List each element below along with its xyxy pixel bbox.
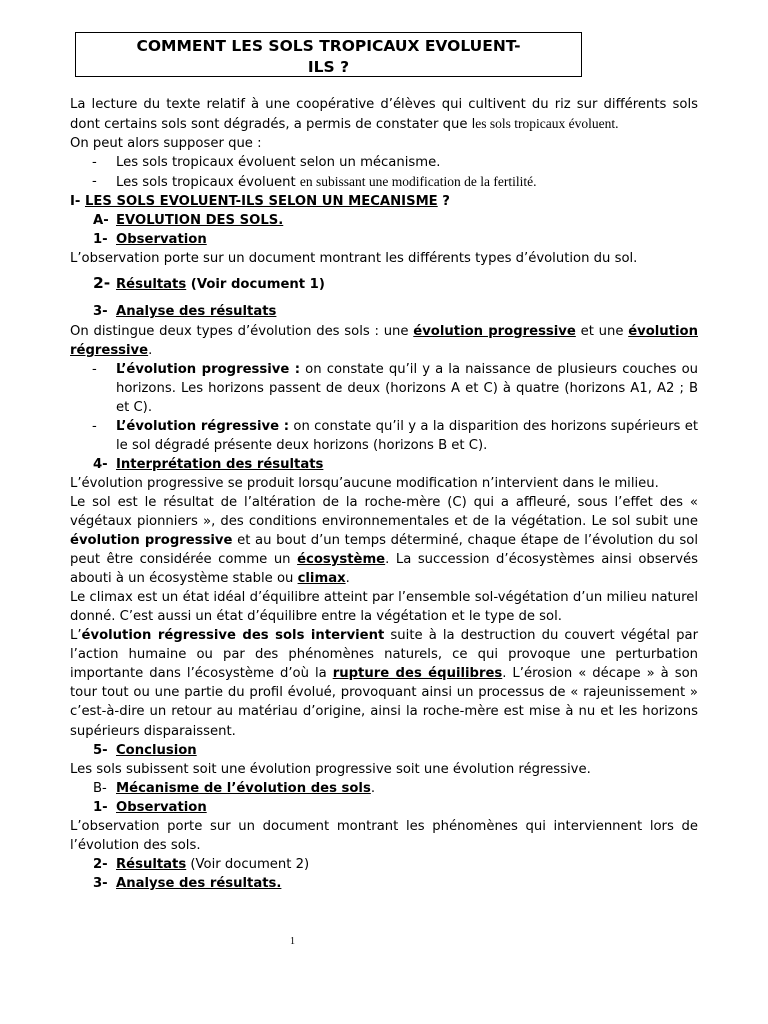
a4-p2-c: et au bout d’un temps déterminé, chaque étape de l’évolution du sol peut être considérée comme un xyxy=(70,533,698,568)
a2-title: Résultats xyxy=(116,277,187,293)
b3-number: 3- xyxy=(93,875,108,891)
a3-term-regressive: évolution régressive xyxy=(70,323,698,358)
a4-p4-a: L’ xyxy=(70,628,82,644)
a5-text: Les sols subissent soit une évolution progressive soit une évolution régressive. xyxy=(70,761,591,777)
intro-text: La lecture du texte relatif à une coopérative d’élèves qui cultivent du riz sur différents sols dont certains sols sont dégradés, a permis de constater que l xyxy=(70,97,698,133)
a4-p2-term-ecosysteme: écosystème xyxy=(297,552,386,568)
section-b-heading xyxy=(70,779,698,798)
a3-bullet-1-label: L’évolution progressive : xyxy=(116,361,301,377)
a3-bullet-2 xyxy=(70,417,698,455)
a4-p4-term-rupture: rupture des équilibres xyxy=(332,666,503,682)
a5-heading xyxy=(70,741,698,760)
a3-bullet-2-label: L’évolution régressive : xyxy=(116,418,290,434)
a5-title: Conclusion xyxy=(116,742,197,758)
b2-number: 2- xyxy=(93,856,108,872)
hypothesis-lead: On peut alors supposer que : xyxy=(70,136,262,152)
section-a-title: EVOLUTION DES SOLS. xyxy=(116,213,284,229)
hypothesis-2-text: Les sols tropicaux évoluent xyxy=(116,175,300,191)
a4-p4-c: suite à la destruction du couvert végétal par l’action humaine ou par des phénomènes naturels, ce qui provoque une perturbation importante dans l’écosystème d’où la xyxy=(70,628,699,682)
section-b-end: . xyxy=(370,780,376,796)
b2-heading xyxy=(70,855,698,874)
a3-text-e: . xyxy=(148,342,153,358)
b1-text: L’observation porte sur un document montrant les phénomènes qui interviennent lors de l’évolution des sols. xyxy=(70,818,698,853)
a4-paragraph-1: L’évolution progressive se produit lorsqu’aucune modification n’intervient dans le milieu. xyxy=(70,475,659,491)
hypothesis-2 xyxy=(70,172,698,192)
part-1-heading xyxy=(70,192,698,211)
title-box xyxy=(75,32,582,77)
a4-paragraph-2 xyxy=(70,493,698,588)
section-a-number: A- xyxy=(93,213,109,229)
a4-p2-term-climax: climax xyxy=(297,571,346,587)
section-a-heading xyxy=(70,211,698,230)
a3-number: 3- xyxy=(93,304,108,320)
a4-number: 4- xyxy=(93,456,108,472)
a4-title: Interprétation des résultats xyxy=(116,456,324,472)
a1-heading xyxy=(70,230,698,249)
section-b-title: Mécanisme de l’évolution des sols xyxy=(116,780,371,796)
b3-heading xyxy=(70,874,698,893)
a4-paragraph-4 xyxy=(70,626,698,740)
a4-paragraph-3: Le climax est un état idéal d’équilibre atteint par l’ensemble sol-végétation d’un milieu naturel donné. C’est aussi un état d’équilibre entre la végétation et le type de sol. xyxy=(70,590,698,625)
title-line-2: ILS ? xyxy=(307,58,350,76)
b2-rest: (Voir document 2) xyxy=(186,856,310,872)
a3-bullet-1-text: on constate qu’il y a la naissance de plusieurs couches ou horizons. Les horizons passent de deux (horizons A et C) à quatre (horizons A1, A2 ; B et C). xyxy=(116,361,699,415)
a4-p4-e: . L’érosion « décape » à son tour tout ou une partie du profil évolué, provoquant ainsi un processus de « rajeunissement » c’est-à-dire un retour au matériau d’origine, ainsi la roche-mère est mise à nu et les horizons supérieurs disparaissent. xyxy=(70,666,698,739)
a3-paragraph xyxy=(70,322,698,360)
section-b-number: B- xyxy=(93,780,107,796)
part-1-end: ? xyxy=(437,194,450,210)
a3-heading xyxy=(70,302,698,321)
part-1-number: I- xyxy=(70,194,81,210)
part-1-title: LES SOLS EVOLUENT-ILS SELON UN MECANISME xyxy=(84,194,438,210)
a1-number: 1- xyxy=(93,232,108,248)
a4-p4-term-regressive: évolution régressive des sols intervient xyxy=(81,628,385,644)
a3-title: Analyse des résultats xyxy=(116,304,277,320)
a3-bullet-2-text: on constate qu’il y a la disparition des horizons supérieurs et le sol dégradé présente deux horizons (horizons B et C). xyxy=(116,418,698,453)
a4-heading xyxy=(70,455,698,474)
page-number: 1 xyxy=(290,936,295,947)
a4-p2-term-progressive: évolution progressive xyxy=(70,533,233,549)
intro-text-serif: es sols tropicaux évoluent. xyxy=(475,116,619,132)
title-line-1: COMMENT LES SOLS TROPICAUX EVOLUENT- xyxy=(136,37,521,55)
b2-title: Résultats xyxy=(116,856,187,872)
a2-heading xyxy=(70,274,698,294)
b1-heading xyxy=(70,798,698,817)
a5-number: 5- xyxy=(93,742,108,758)
b3-title: Analyse des résultats. xyxy=(116,875,282,891)
a1-text: L’observation porte sur un document montrant les différents types d’évolution du sol. xyxy=(70,251,638,267)
hypothesis-1: - Les sols tropicaux évoluent selon un mécanisme. xyxy=(70,153,698,172)
a1-title: Observation xyxy=(116,232,207,248)
a4-p2-a: Le sol est le résultat de l’altération de la roche-mère (C) qui a affleuré, sous l’effet des « végétaux pionniers », des conditions environnementales et de la végétation. Le sol subit une xyxy=(70,494,698,529)
b1-number: 1- xyxy=(93,799,108,815)
hypothesis-2-serif: en subissant une modification de la fertilité. xyxy=(299,174,537,190)
intro-paragraph xyxy=(70,95,698,134)
a3-bullet-1 xyxy=(70,360,698,417)
a3-text-a: On distingue deux types d’évolution des sols : une xyxy=(70,323,414,339)
b1-title: Observation xyxy=(116,799,207,815)
a3-text-c: et une xyxy=(575,323,629,339)
document-body xyxy=(70,95,698,893)
a3-term-progressive: évolution progressive xyxy=(413,323,576,339)
a2-number: 2- xyxy=(93,274,111,293)
a4-p2-e: . La succession d’écosystèmes ainsi observés abouti à un écosystème stable ou xyxy=(70,552,698,587)
a2-rest: (Voir document 1) xyxy=(186,277,325,293)
a4-p2-g: . xyxy=(345,571,350,587)
